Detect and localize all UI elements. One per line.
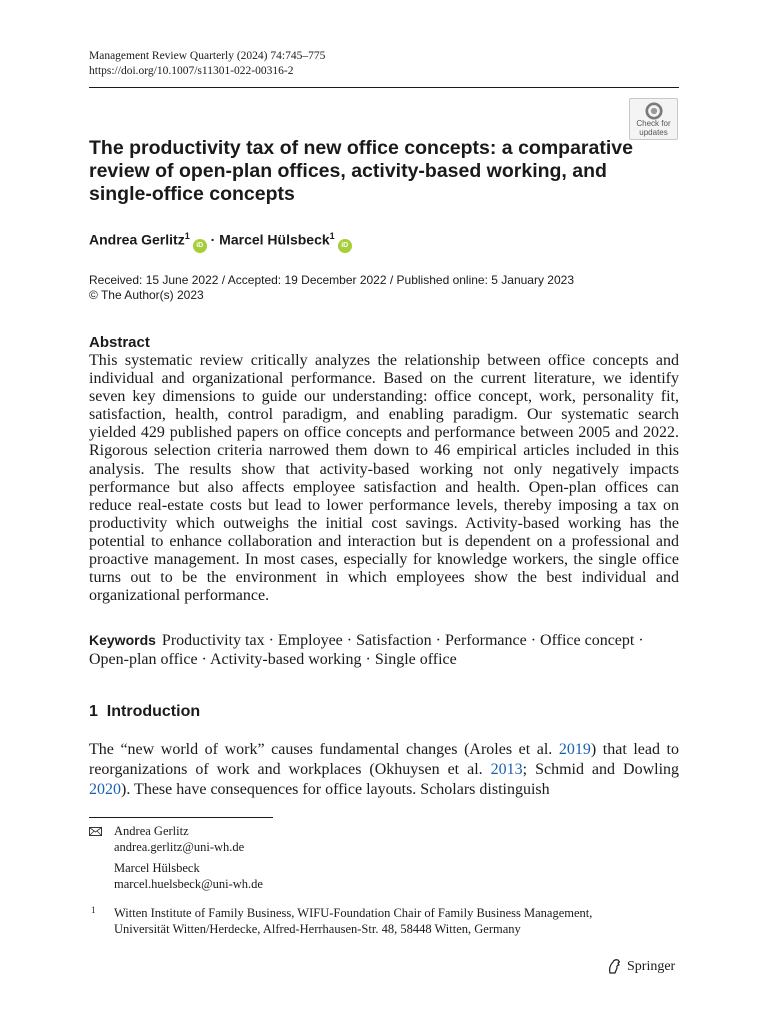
contact-email[interactable]: andrea.gerlitz@uni-wh.de (114, 839, 245, 854)
springer-horse-icon (606, 958, 623, 975)
contact-name: Andrea Gerlitz (114, 824, 189, 838)
section-heading (89, 703, 200, 721)
intro-text: ). These have consequences for office layouts. Scholars distinguish (121, 781, 550, 798)
author-separator: · (206, 231, 220, 248)
author-affiliation-mark: 1 (184, 231, 190, 241)
publisher-logo (606, 958, 675, 975)
intro-text: The “new world of work” causes fundamental changes (Aroles et al. (89, 741, 559, 758)
affiliation-line: Witten Institute of Family Business, WIFU-Foundation Chair of Family Business Management, (114, 906, 593, 920)
keywords-list: Productivity tax · Employee · Satisfaction · Performance · Office concept · Open-plan office · Activity-based working · Single office (89, 632, 644, 668)
header-rule (89, 87, 679, 88)
intro-text: ) that lead to reorganizations of work and workplaces (Okhuysen et al. (89, 741, 679, 778)
publication-dates (89, 273, 649, 303)
author-list (89, 231, 352, 253)
badge-line1: Check for (636, 119, 671, 128)
author-affiliation-mark: 1 (329, 231, 335, 241)
keywords (89, 631, 679, 669)
orcid-icon[interactable]: iD (193, 239, 207, 253)
citation-link[interactable]: 2013 (490, 761, 523, 778)
author-name: Andrea Gerlitz (89, 231, 185, 248)
contact-email[interactable]: marcel.huelsbeck@uni-wh.de (114, 876, 263, 891)
contact-name: Marcel Hülsbeck (114, 861, 200, 875)
affiliation-number: 1 (91, 905, 96, 915)
intro-text: ; Schmid and Dowling (522, 761, 680, 778)
author-name: Marcel Hülsbeck (219, 231, 330, 248)
affiliation-text (114, 906, 674, 937)
section-number: 1 (89, 703, 98, 720)
journal-header (89, 49, 389, 79)
citation-link[interactable]: 2019 (558, 741, 591, 758)
paper-title: The productivity tax of new office concepts: a comparative review of open-plan offices, activity-based working, and single-office concepts (89, 137, 633, 205)
keywords-label: Keywords (89, 632, 156, 648)
footnote-rule (89, 817, 273, 818)
envelope-icon (89, 827, 102, 836)
abstract-heading: Abstract (89, 334, 150, 351)
doi-link[interactable]: https://doi.org/10.1007/s11301-022-00316-2 (89, 65, 294, 77)
contact-author-1 (114, 824, 244, 855)
copyright-line: © The Author(s) 2023 (89, 288, 204, 302)
check-for-updates-badge[interactable] (629, 98, 678, 140)
dates-line: Received: 15 June 2022 / Accepted: 19 December 2022 / Published online: 5 January 2023 (89, 273, 574, 287)
publisher-name: Springer (627, 958, 676, 974)
orcid-icon[interactable]: iD (338, 239, 352, 253)
journal-citation: Management Review Quarterly (2024) 74:745–775 (89, 50, 326, 62)
section-title: Introduction (106, 703, 201, 720)
affiliation-line: Universität Witten/Herdecke, Alfred-Herrhausen-Str. 48, 58448 Witten, Germany (114, 921, 521, 936)
intro-paragraph (89, 740, 679, 800)
citation-link[interactable]: 2020 (89, 781, 121, 798)
check-for-updates-icon (645, 102, 663, 120)
badge-line2: updates (639, 127, 668, 137)
abstract-text: This systematic review critically analyzes the relationship between office concepts and individual and organizational performance. Based on the current literature, we identify seven key dimensions to guide our understanding: office concept, work, personality fit, satisfaction, health, control paradigm, and enabling paradigm. Our systematic search yielded 429 published papers on office concepts and performance between 2005 and 2022. Rigorous selection criteria narrowed them down to 46 empirical articles included in this analysis. The results show that activity-based working not only negatively impacts performance but also affects employee satisfaction and health. Open-plan offices can reduce real-estate costs but lead to lower performance levels, thereby imposing a tax on productivity which outweighs the initial cost savings. Activity-based working has the potential to enhance collaboration and interaction but is dependent on a professional and proactive management. In most cases, especially for knowledge workers, the single office turns out to be the environment in which employees show the best individual and organizational performance. (89, 352, 679, 605)
contact-author-2 (114, 861, 263, 892)
